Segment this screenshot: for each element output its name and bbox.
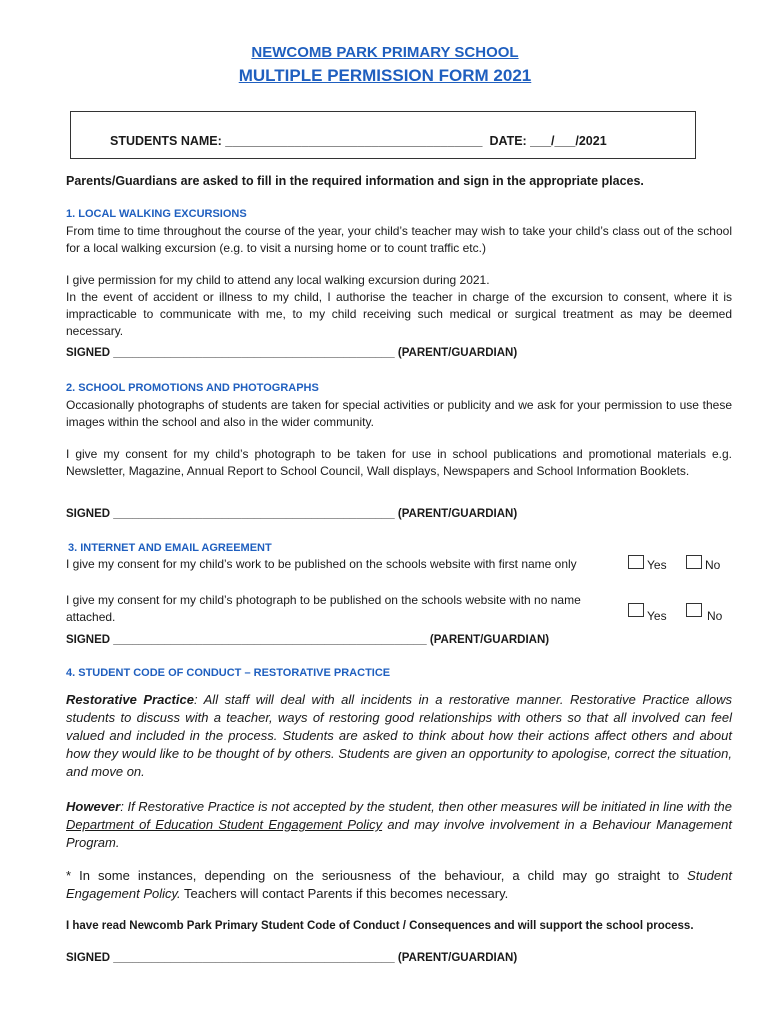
- q1-yes-checkbox[interactable]: [628, 555, 644, 569]
- note-paragraph: [66, 867, 732, 903]
- restorative-practice-text: : All staff will deal with all incidents in a restorative manner. Restorative Practice allows students to discuss with a teacher, ways of restoring good relationships with others so that all involved can feel valued and included in the process. Students are asked to think about how their actions affect others and about how they would like to be thought of by others. Students are given an opportunity to apologise, correct the situation, and move on.: [66, 692, 732, 779]
- section1-signature-line[interactable]: SIGNED ____________________________________________ (PARENT/GUARDIAN): [66, 347, 518, 359]
- section2-para1: Occasionally photographs of students are taken for special activities or publicity and we ask for your permission to use these images within the school and also in the wider community.: [66, 398, 732, 429]
- engagement-policy-link[interactable]: Department of Education Student Engagement Policy: [66, 817, 383, 832]
- intro-instructions: Parents/Guardians are asked to fill in the required information and sign in the appropriate places.: [66, 174, 644, 188]
- section1-heading: 1. LOCAL WALKING EXCURSIONS: [66, 208, 247, 220]
- however-text-a: : If Restorative Practice is not accepted by the student, then other measures will be initiated in line with the: [120, 799, 732, 814]
- section4-signature-line[interactable]: SIGNED ____________________________________________ (PARENT/GUARDIAN): [66, 952, 518, 964]
- note-text-a: * In some instances, depending on the seriousness of the behaviour, a child may go straight to: [66, 868, 688, 883]
- student-name-date-line[interactable]: STUDENTS NAME: _____________________________________ DATE: ___/___/2021: [110, 134, 607, 148]
- section3-question2: I give my consent for my child’s photograph to be published on the schools website with no name attached.: [66, 593, 581, 624]
- note-text-b: Teachers will contact Parents if this becomes necessary.: [180, 886, 509, 901]
- q1-yes-label: Yes: [647, 558, 667, 572]
- note-italic: Student Engagement Policy.: [66, 868, 732, 901]
- q1-no-label: No: [705, 558, 721, 572]
- section1-para1: From time to time throughout the course of the year, your child’s teacher may wish to take your child’s class out of the school for a local walking excursion (e.g. to visit a nursing home or to count traffic etc.): [66, 224, 732, 255]
- section1-para2: I give permission for my child to attend any local walking excursion during 2021.: [66, 273, 490, 287]
- section1-para3: In the event of accident or illness to my child, I authorise the teacher in charge of the excursion to consent, where it is impracticable to communicate with me, to my child receiving such medical or surgical treatment as may be deemed necessary.: [66, 290, 732, 338]
- q2-no-checkbox[interactable]: [686, 603, 702, 617]
- q1-no-checkbox[interactable]: [686, 555, 702, 569]
- section3-question1: I give my consent for my child’s work to be published on the schools website with first name only: [66, 557, 577, 571]
- section3-heading: 3. INTERNET AND EMAIL AGREEMENT: [68, 542, 272, 554]
- form-title: MULTIPLE PERMISSION FORM 2021: [238, 66, 532, 85]
- however-label: However: [66, 799, 121, 814]
- restorative-practice-label: Restorative Practice: [66, 692, 194, 707]
- however-text-b: and may involve involvement in a Behaviour Management Program.: [66, 817, 733, 850]
- section3-signature-line[interactable]: SIGNED _________________________________________________ (PARENT/GUARDIAN): [66, 634, 550, 646]
- read-acknowledgement: I have read Newcomb Park Primary Student Code of Conduct / Consequences and will support the school process.: [66, 920, 694, 932]
- section2-para2: I give my consent for my child’s photograph to be taken for use in school publications and promotional materials e.g. Newsletter, Magazine, Annual Report to School Council, Wall displays, Newspapers and School Information Booklets.: [66, 447, 732, 478]
- section4-heading: 4. STUDENT CODE OF CONDUCT – RESTORATIVE PRACTICE: [66, 667, 391, 679]
- q2-no-label: No: [707, 609, 723, 623]
- section2-heading: 2. SCHOOL PROMOTIONS AND PHOTOGRAPHS: [66, 382, 319, 394]
- school-name: NEWCOMB PARK PRIMARY SCHOOL: [251, 44, 519, 61]
- q2-yes-label: Yes: [647, 609, 667, 623]
- however-paragraph: [66, 798, 732, 852]
- section2-signature-line[interactable]: SIGNED ____________________________________________ (PARENT/GUARDIAN): [66, 508, 518, 520]
- restorative-practice-paragraph: [66, 691, 732, 781]
- q2-yes-checkbox[interactable]: [628, 603, 644, 617]
